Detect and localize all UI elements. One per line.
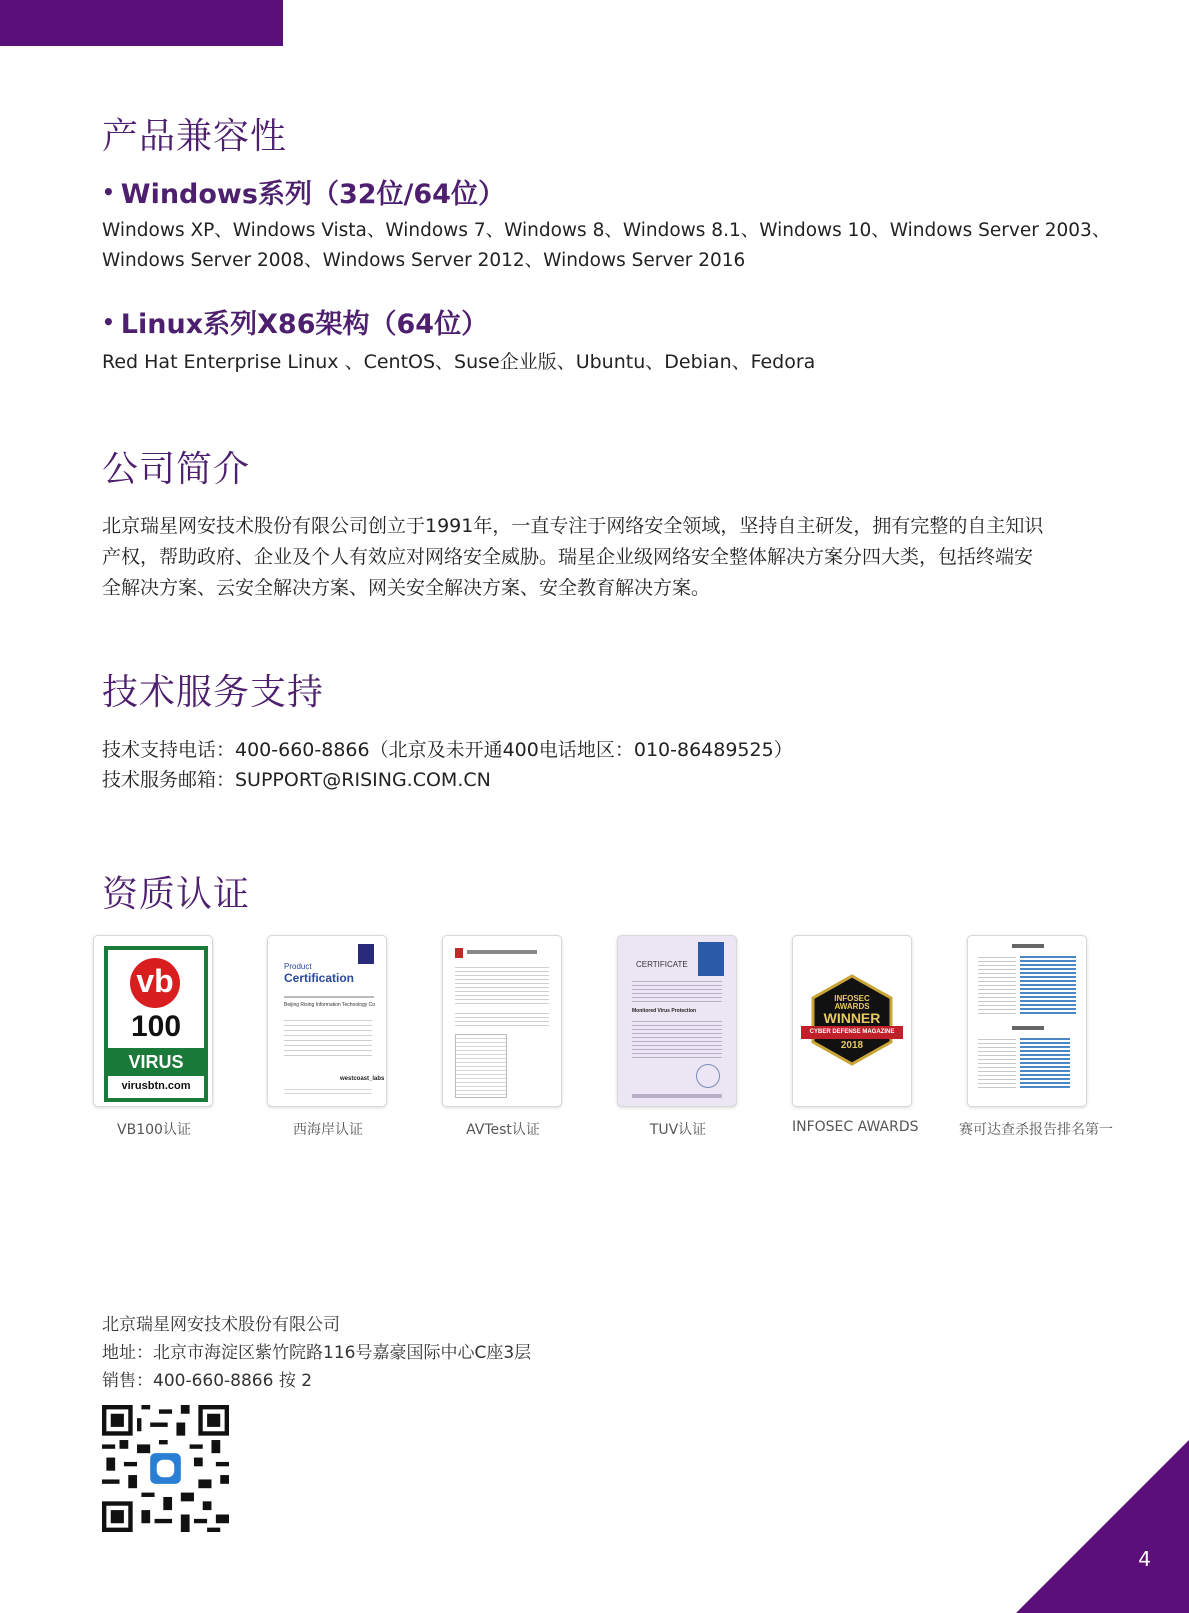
avtest-doc [442,935,562,1107]
support-phone: 技术支持电话：400-660-8866（北京及未开通400电话地区：010-86489525） [102,739,793,761]
cert-saikeda [959,935,1113,1139]
doc-small-title: Product [284,962,312,971]
doc-subtitle: Monitored Virus Protection [632,1008,697,1014]
doc-table [455,1034,507,1098]
cert-caption: TUV认证 [649,1122,707,1138]
windows-list-line2: Windows Server 2008、Windows Server 2012、Windows Server 2016 [102,250,746,271]
doc-text-lines [284,1016,372,1056]
doc-title: CERTIFICATE [636,960,688,969]
tuv-seal-icon [696,1064,720,1088]
cert-caption: AVTest认证 [466,1122,540,1138]
report-bars [1020,954,1076,1016]
qr-code-icon[interactable] [102,1405,229,1532]
doc-brand: westcoast_labs [340,1076,385,1082]
vb-100: 100 [130,1010,182,1043]
doc-text-lines-2 [455,1010,549,1028]
footer-sales: 销售：400-660-8866 按 2 [102,1371,313,1391]
linux-heading [102,302,488,341]
award-winner: WINNER [823,1010,881,1026]
cert-vb100 [93,935,215,1139]
vb-site: virusbtn.com [121,1080,191,1092]
report-title-line [1012,944,1044,948]
linux-heading-text: Linux系列X86架构（64位） [120,309,489,340]
vb100-frame [104,946,208,1102]
vb-logo: vb [130,958,180,1008]
windows-heading-text: Windows系列（32位/64位） [120,179,505,210]
cert-infosec [792,935,919,1135]
report-bars-2 [1020,1036,1070,1090]
report-title-line-2 [1012,1026,1044,1030]
doc-company: Beijing Rising Information Technology Co [284,1002,376,1008]
doc-heading-line [467,950,537,954]
infosec-award [792,935,912,1107]
award-magazine: CYBER DEFENSE MAGAZINE [809,1029,895,1035]
linux-list: Red Hat Enterprise Linux 、CentOS、Suse企业版、Ubuntu、Debian、Fedora [102,351,816,373]
company-line3: 全解决方案、云安全解决方案、网关安全解决方案、安全教育解决方案。 [102,577,711,599]
windows-list-line1: Windows XP、Windows Vista、Windows 7、Windows 8、Windows 8.1、Windows 10、Windows Server 2003、 [102,220,1111,241]
award-line2: AWARDS [834,1002,870,1011]
vb100-badge [93,935,213,1107]
award-year: 2018 [840,1040,864,1051]
compat-title: 产品兼容性 [102,116,288,157]
bullet-icon: • [102,180,115,204]
cert-avtest [442,935,564,1139]
support-email: 技术服务邮箱：SUPPORT@RISING.COM.CN [102,769,491,791]
corner-triangle [1016,1440,1189,1613]
cert-tuv [617,935,739,1139]
saikeda-report [967,935,1087,1107]
tuv-doc [617,935,737,1107]
certs-title: 资质认证 [102,874,251,915]
cert-caption: VB100认证 [117,1122,191,1138]
footer-address: 地址：北京市海淀区紫竹院路116号嘉豪国际中心C座3层 [102,1343,532,1363]
cert-westcoast [267,935,389,1139]
doc-footer-line [632,1094,722,1098]
company-title: 公司简介 [102,449,251,490]
doc-title: Certification [284,971,355,985]
avtest-logo-icon [455,948,463,958]
bullet-icon: • [102,310,115,334]
doc-footer-lines [284,1086,372,1096]
doc-text-lines [632,978,722,1004]
cert-caption: 赛可达查杀报告排名第一 [959,1122,1113,1138]
cert-caption: 西海岸认证 [293,1122,363,1138]
support-title: 技术服务支持 [102,672,325,713]
westcoast-logo-icon [358,944,374,964]
award-line1: INFOSEC [834,994,870,1003]
westcoast-doc [267,935,387,1107]
tuv-logo-icon [698,942,724,976]
cert-row [93,935,1113,1145]
cert-caption: INFOSEC AWARDS [792,1119,919,1135]
windows-heading [102,172,505,211]
doc-rule [284,996,374,998]
vb-virus: VIRUS [108,1048,204,1076]
footer-company: 北京瑞星网安技术股份有限公司 [102,1315,340,1335]
company-line2: 产权，帮助政府、企业及个人有效应对网络安全威胁。瑞星企业级网络安全整体解决方案分四大类，包括终端安 [102,546,1034,568]
page-number: 4 [1138,1547,1151,1571]
report-labels-2 [978,1036,1016,1090]
report-labels [978,954,1016,1016]
top-brand-bar [0,0,283,46]
doc-text-lines [455,964,549,1004]
doc-text-lines-2 [632,1018,722,1058]
company-line1: 北京瑞星网安技术股份有限公司创立于1991年，一直专注于网络安全领域，坚持自主研发，拥有完整的自主知识 [102,515,1044,537]
